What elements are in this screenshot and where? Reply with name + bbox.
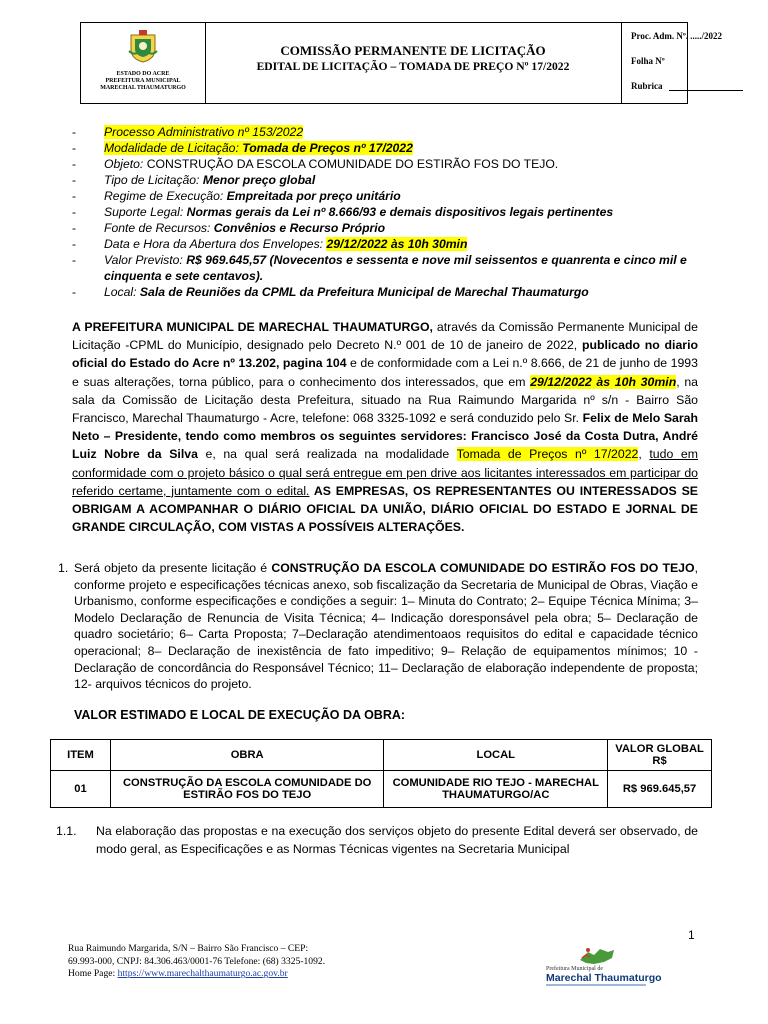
list-item: - Valor Previsto: R$ 969.645,57 (Novecentos e sessenta e nove mil seissentos e quanrenta e cinco mil e cinquenta e sete centavos). — [72, 253, 687, 283]
clause-1 — [58, 560, 698, 693]
footer-logo-small-text: Prefeitura Municipal de — [546, 966, 603, 972]
page-number: 1 — [688, 928, 695, 942]
table-header-row — [51, 740, 712, 771]
edital-title: EDITAL DE LICITAÇÃO – TOMADA DE PREÇO Nº 17/2022 — [256, 60, 570, 73]
rubrica-field — [631, 81, 743, 91]
list-item: - Fonte de Recursos: Convênios e Recurso Próprio — [72, 221, 386, 235]
list-item: - Suporte Legal: Normas gerais da Lei nº 8.666/93 e demais dispositivos legais pertinentes — [72, 205, 614, 219]
footer-logo-underline — [546, 984, 646, 986]
clause-number: 1. — [58, 561, 69, 575]
footer-line: Rua Raimundo Margarida, S/N – Bairro São Francisco – CEP: — [68, 943, 309, 954]
footer-line: 69.993-000, CNPJ: 84.306.463/0001-76 Telefone: (68) 3325-1092. — [68, 955, 326, 967]
para-text: , — [638, 447, 650, 462]
modalidade-label: Modalidade de Licitação: — [104, 141, 243, 155]
clause-object: CONSTRUÇÃO DA ESCOLA COMUNIDADE DO ESTIRÃO FOS DO TEJO — [271, 561, 695, 575]
regime-value: Empreitada por preço unitário — [226, 189, 401, 203]
modalidade-highlight: Tomada de Preços nº 17/2022 — [456, 447, 639, 462]
footer-logo-name: Marechal Thaumaturgo — [546, 972, 662, 984]
header-control-cell — [621, 23, 723, 103]
clause-text: Na elaboração das propostas e na execução dos serviços objeto do presente Edital deverá ser observado, de modo geral, as Especificações e as Normas Técnicas vigentes na Secretaria Municipal — [96, 824, 698, 856]
folha-text: Folha Nº — [631, 56, 665, 66]
suporte-label: Suporte Legal: — [104, 205, 187, 219]
intro-paragraph — [72, 318, 698, 536]
home-page-label: Home Page: — [68, 968, 118, 980]
table-cell: 01 — [51, 771, 111, 808]
commission-members: Felix de Melo Sarah Neto – Presidente, tendo como membros os seguintes servidores: Francisco José da Costa Dutra, André Luiz Nobre da Silva — [72, 411, 698, 462]
data-label: Data e Hora da Abertura dos Envelopes: — [104, 237, 327, 251]
clause-number: 1.1. — [56, 824, 77, 838]
prefeitura-name: A PREFEITURA MUNICIPAL DE MARECHAL THAUMATURGO, — [72, 320, 433, 334]
local-label: Local: — [104, 285, 140, 299]
notice-text: AS EMPRESAS, OS REPRESENTANTES OU INTERESSADOS SE OBRIGAM A ACOMPANHAR O DIÁRIO OFICIAL DA UNIÃO, DIÁRIO OFICIAL DO ESTADO E JORNAL DE GRANDE CIRCULAÇÃO, COM VISTAS A POSSÍVEIS ALTERAÇÕES. — [72, 483, 698, 535]
column-header: LOCAL — [384, 740, 608, 771]
tipo-value: Menor preço global — [202, 173, 316, 187]
data-value: 29/12/2022 às 10h 30min — [326, 237, 468, 251]
para-text: tudo em conformidade com o projeto básico o qual será entregue em pen drive aos licitantes interessados em participar do referido certame, juntamente com o edital. — [72, 447, 698, 498]
list-item: - Data e Hora da Abertura dos Envelopes: 29/12/2022 às 10h 30min — [72, 237, 468, 251]
acre-coat-of-arms-icon — [127, 29, 159, 63]
list-item: - Tipo de Licitação: Menor preço global — [72, 173, 316, 187]
edital-summary-list — [72, 124, 712, 300]
header-logo-cell — [81, 23, 206, 103]
section-heading: VALOR ESTIMADO E LOCAL DE EXECUÇÃO DA OBRA: — [74, 708, 406, 722]
para-text: e de conformidade com a Lei n.º 8.666, de 21 de junho de 1993 e suas alterações, torna público, para o conhecimento dos interessados, que em — [72, 356, 698, 389]
logo-prefeitura-text: PREFEITURA MUNICIPAL — [105, 78, 181, 84]
logo-state-text: ESTADO DO ACRE — [116, 71, 170, 77]
fonte-label: Fonte de Recursos: — [104, 221, 214, 235]
logo-city-text: MARECHAL THAUMATURGO — [100, 85, 186, 91]
valor-amount: R$ 969.645,57 — [186, 253, 267, 267]
rubrica-signature-line — [669, 90, 743, 91]
column-header: VALOR GLOBAL R$ — [608, 740, 712, 771]
proc-adm-text: Proc. Adm. Nº. ...../2022 — [631, 31, 723, 41]
para-text: e, na qual será realizada na modalidade — [197, 447, 457, 462]
fonte-value: Convênios e Recurso Próprio — [213, 221, 386, 235]
budget-table — [50, 739, 712, 808]
para-text: , na sala da Comissão de Licitação desta Prefeitura, situado na Rua Raimundo Margarida nº s/n - Bairro São Francisco, Marechal Thaumaturgo - Acre, telefone: 068 3325-1092 e será conduzido pelo Sr. — [72, 374, 699, 426]
clause-1-1 — [56, 822, 698, 858]
document-header — [80, 22, 723, 104]
table-cell: CONSTRUÇÃO DA ESCOLA COMUNIDADE DO ESTIRÃO FOS DO TEJO — [110, 771, 383, 808]
list-item: - Regime de Execução: Empreitada por preço unitário — [72, 189, 401, 203]
acre-map-icon — [578, 946, 616, 966]
list-item: - Processo Administrativo nº 153/2022 — [72, 125, 304, 139]
modalidade-value: Tomada de Preços nº 17/2022 — [242, 141, 413, 155]
footer-logo — [538, 946, 668, 990]
session-date: 29/12/2022 às 10h 30min — [530, 374, 677, 389]
suporte-value: Normas gerais da Lei nº 8.666/93 e demais dispositivos legais pertinentes — [186, 205, 614, 219]
local-value: Sala de Reuniões da CPML da Prefeitura Municipal de Marechal Thaumaturgo — [139, 285, 589, 299]
table-row — [51, 771, 712, 808]
para-text: publicado no diario oficial do Estado do Acre nº 13.202, pagina 104 — [72, 338, 698, 371]
home-page-link[interactable]: https://www.marechalthaumaturgo.ac.gov.br — [117, 968, 288, 980]
column-header: ITEM — [51, 740, 111, 771]
processo-text: Processo Administrativo nº 153/2022 — [104, 125, 304, 139]
rubrica-label: Rubrica — [631, 81, 663, 91]
objeto-label: Objeto: — [104, 157, 147, 171]
regime-label: Regime de Execução: — [104, 189, 227, 203]
table-cell: R$ 969.645,57 — [608, 771, 712, 808]
list-item: - Modalidade de Licitação: Tomada de Preços nº 17/2022 — [72, 141, 413, 155]
objeto-value: CONSTRUÇÃO DA ESCOLA COMUNIDADE DO ESTIRÃO FOS DO TEJO. — [146, 157, 559, 171]
valor-label: Valor Previsto: — [104, 253, 187, 267]
clause-text: Será objeto da presente licitação é — [74, 561, 272, 575]
table-cell: COMUNIDADE RIO TEJO - MARECHAL THAUMATURGO/AC — [384, 771, 608, 808]
header-title-cell — [205, 23, 622, 103]
para-text: através da Comissão Permanente Municipal de Licitação -CPML do Município, designado pelo Decreto N.º 001 de 10 de janeiro de 2022, — [72, 320, 698, 353]
list-item: - Objeto: CONSTRUÇÃO DA ESCOLA COMUNIDADE DO ESTIRÃO FOS DO TEJO. — [72, 157, 559, 171]
tipo-label: Tipo de Licitação: — [104, 173, 203, 187]
footer-address — [68, 943, 448, 981]
column-header: OBRA — [110, 740, 383, 771]
clause-text: , conforme projeto e especificações técnicas anexo, sob fiscalização da Secretaria de Municipal de Obras, Viação e Urbanismo, conforme especificações e condições a seguir: 1– Minuta do Contrato; 2– Equipe Técnica Mínima; 3– Modelo Declaração de Renuncia de Visita Técnica; 4– Indicação doresponsável pela obra; 5– Declaração de quadro societário; 6– Carta Proposta; 7–Declaração atendimentoaos requisitos do edital e capacidade técnico operacional; 8– Declaração de inexistência de fato impeditivo; 9– Relação de equipamentos mínimos; 10 - Declaração de concordância do Responsável Técnico; 11– Declaração de elaboração independente de proposta; 12- arquivos técnicos do projeto. — [74, 561, 699, 692]
list-item: - Local: Sala de Reuniões da CPML da Prefeitura Municipal de Marechal Thaumaturgo — [72, 285, 589, 299]
valor-words: (Novecentos e sessenta e nove mil seissentos e quanrenta e cinco mil e cinquenta e sete centavos). — [104, 253, 687, 283]
commission-title: COMISSÃO PERMANENTE DE LICITAÇÃO — [280, 43, 546, 58]
